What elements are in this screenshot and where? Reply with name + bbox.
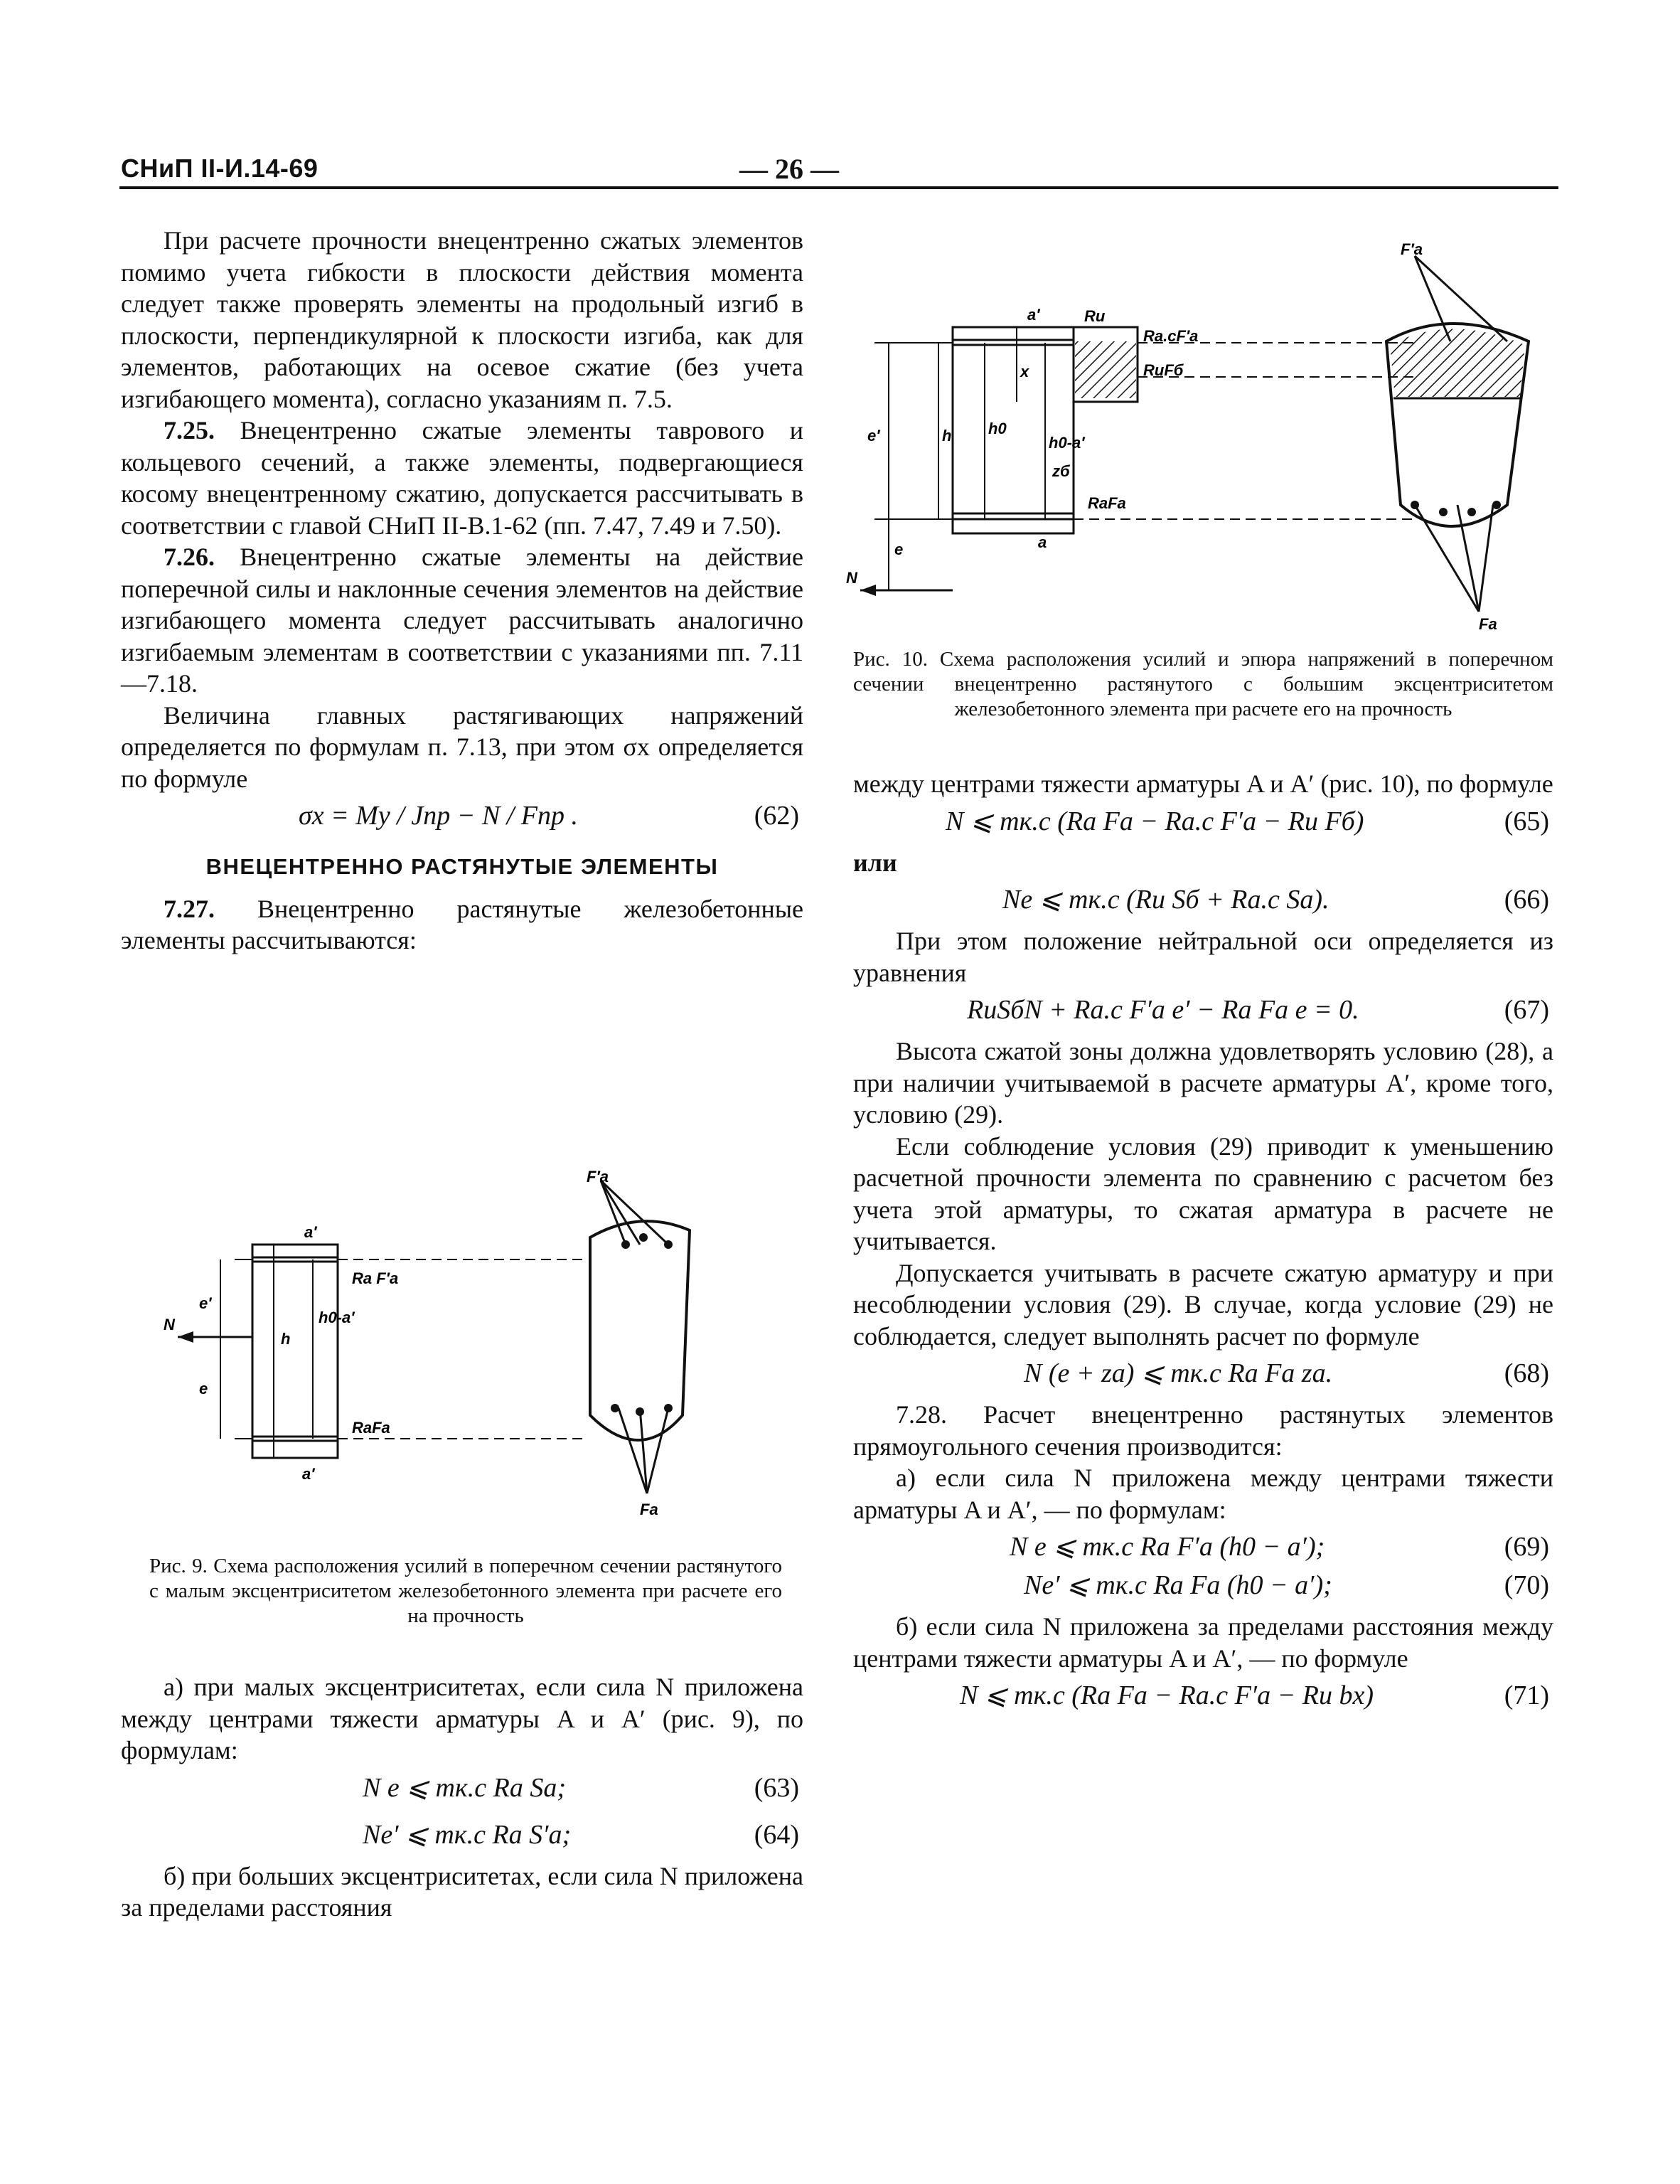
formula-65-body: N ⩽ mк.с (Rа Fа − Rа.с F′а − Rи Fб)	[946, 806, 1364, 836]
fig10-label-a-top: a′	[1027, 306, 1040, 324]
paragraph-compressed-zone: Высота сжатой зоны должна удовлетворять условию (28), а при наличии учитываемой в расчете арматуры A′, кроме того, условию (29).	[853, 1037, 1553, 1129]
fig9-label-ra-fa: RaFa	[352, 1419, 390, 1437]
paragraph-7-28: 7.28. Расчет внецентренно растянутых элементов прямоугольного сечения производится:	[853, 1400, 1553, 1461]
figure-9-diagram	[142, 1166, 796, 1536]
formula-62-body: σx = My / Jпр − N / Fпр .	[299, 801, 578, 831]
formula-66-body: Ne ⩽ mк.с (Rи Sб + Rа.с Sа).	[1002, 885, 1329, 915]
formula-70-number: (70)	[1504, 1570, 1549, 1600]
paragraph-allowed: Допускается учитывать в расчете сжатую арматуру и при несоблюдении условия (29). В случае, когда условие (29) не соблюдается, следует выполнять расчет по формуле	[853, 1258, 1553, 1351]
fig9-label-e: e	[199, 1380, 208, 1397]
paragraph-condition-29: Если соблюдение условия (29) приводит к уменьшению расчетной прочности элемента по сравнению с расчетом без учета этой арматуры, то сжатая арматура в расчете не учитывается.	[853, 1131, 1553, 1255]
formula-69-body: N e ⩽ mк.с Rа F′а (h0 − a′);	[1010, 1532, 1325, 1562]
beam-section	[953, 327, 1074, 533]
paragraph-7-27	[121, 893, 803, 957]
paragraph-neutral-axis: При этом положение нейтральной оси определяется из уравнения	[853, 927, 1553, 987]
formula-71-body: N ⩽ mк.с (Rа Fа − Rа.с F′а − Rи bx)	[960, 1680, 1374, 1710]
formula-66-number: (66)	[1504, 885, 1549, 915]
formula-63	[121, 1767, 803, 1813]
clause-text: Внецентренно растянутые железобетонные элементы рассчитываются:	[121, 894, 803, 954]
formula-67-number: (67)	[1504, 995, 1549, 1025]
paragraph-case-b: б) если сила N приложена за пределами расстояния между центрами тяжести арматуры A и A′, — по формуле	[853, 1612, 1553, 1673]
formula-70	[853, 1564, 1553, 1611]
fig10-label-ru: Rи	[1084, 307, 1106, 325]
word-or: или	[853, 848, 897, 877]
fig10-label-fa-bottom: Fa	[1479, 615, 1497, 633]
fig10-label-a: a	[1038, 533, 1047, 551]
formula-68-body: N (e + zа) ⩽ mк.с Rа Fа zа.	[1024, 1358, 1333, 1388]
fig10-label-n: N	[846, 569, 857, 587]
fig10-label-e: e	[894, 540, 904, 558]
paragraph-case-a: а) если сила N приложена между центрами тяжести арматуры A и A′, — по формулам:	[853, 1464, 1553, 1524]
fig10-label-zb: zб	[1052, 462, 1070, 480]
formula-67	[853, 989, 1553, 1035]
clause-number: 7.26.	[164, 543, 215, 571]
formula-69-number: (69)	[1504, 1532, 1549, 1562]
formula-64	[121, 1813, 803, 1860]
formula-67-body: RиSбN + Rа.с F′а e′ − Rа Fа e = 0.	[967, 995, 1359, 1025]
compressed-block-hatch	[1075, 341, 1136, 398]
fig9-label-h0a: h0-a′	[319, 1309, 355, 1326]
fig10-label-rufb: RиFб	[1143, 361, 1184, 379]
fig10-label-h0a: h0-a′	[1049, 434, 1085, 452]
figure-10-diagram	[846, 235, 1557, 633]
document-code: СНиП II-И.14-69	[121, 154, 319, 183]
fig9-label-a-top: a′	[304, 1223, 317, 1241]
formula-68	[853, 1352, 1553, 1399]
formula-62	[121, 794, 803, 841]
fig9-label-h: h	[281, 1330, 291, 1348]
paragraph-7-25	[121, 415, 803, 541]
fig9-label-n: N	[164, 1316, 175, 1333]
figure-9-caption: Рис. 9. Схема расположения усилий в поперечном сечении растянутого с малым эксцентриситетом железобетонного элемента при расчете его на прочность	[149, 1555, 782, 1627]
paragraph-7-26	[121, 541, 803, 700]
paragraph-large-eccentricity: б) при больших эксцентриситетах, если сила N приложена за пределами расстояния	[121, 1861, 803, 1922]
left-column-bottom	[121, 1671, 803, 1924]
fig9-label-e-prime: e′	[199, 1294, 212, 1312]
formula-64-number: (64)	[754, 1819, 799, 1850]
clause-number: 7.25.	[164, 416, 215, 444]
fig10-label-x: x	[1020, 363, 1029, 380]
formula-65	[853, 800, 1553, 847]
formula-69	[853, 1525, 1553, 1564]
left-column-top	[121, 225, 803, 957]
right-column	[853, 768, 1553, 1721]
cross-section-shape	[590, 1221, 690, 1440]
formula-66	[853, 878, 1553, 925]
formula-62-number: (62)	[754, 801, 799, 831]
beam-section	[252, 1245, 338, 1458]
section-heading: ВНЕЦЕНТРЕННО РАСТЯНУТЫЕ ЭЛЕМЕНТЫ	[205, 854, 719, 879]
paragraph-small-eccentricity: а) при малых эксцентриситетах, если сила N приложена между центрами тяжести арматуры A и A′ (рис. 9), по формулам:	[121, 1673, 803, 1764]
fig9-label-fa-bottom: Fa	[640, 1501, 658, 1518]
fig10-label-ra-fa: RaFa	[1088, 494, 1126, 512]
paragraph-gibkost: При расчете прочности внецентренно сжатых элементов помимо учета гибкости в плоскости действия момента следует также проверять элементы на продольный изгиб в плоскости, перпендикулярной к плоскости изгиба, как для элементов, работающих на осевое сжатие (без учета изгибающего момента), согласно указаниям п. 7.5.	[121, 226, 803, 413]
formula-63-number: (63)	[754, 1772, 799, 1803]
paragraph-main-stresses: Величина главных растягивающих напряжений определяется по формулам п. 7.13, при этом σx определяется по формуле	[121, 701, 803, 793]
clause-text: Внецентренно сжатые элементы таврового и кольцевого сечений, а также элементы, подвергающиеся косому внецентренному сжатию, допускается рассчитывать в соответствии с главой СНиП II-B.1-62 (пп. 7.47, 7.49 и 7.50).	[121, 416, 803, 540]
fig10-label-h: h	[942, 427, 952, 444]
paragraph-between-centers: между центрами тяжести арматуры A и A′ (рис. 10), по формуле	[853, 769, 1553, 798]
formula-64-body: Ne′ ⩽ mк.с Rа S′а;	[363, 1819, 572, 1850]
formula-68-number: (68)	[1504, 1358, 1549, 1388]
fig10-label-h0: h0	[988, 420, 1007, 437]
formula-65-number: (65)	[1504, 806, 1549, 836]
formula-70-body: Ne′ ⩽ mк.с Rа Fа (h0 − a′);	[1024, 1570, 1332, 1600]
clause-text: Внецентренно сжатые элементы на действие поперечной силы и наклонные сечения элементов на действие изгибающего момента следует рассчитывать аналогично изгибаемым элементам в соответствии с указаниями пп. 7.11—7.18.	[121, 543, 803, 698]
fig9-label-fa-top: F′a	[587, 1168, 609, 1186]
page-number: — 26 —	[739, 153, 839, 185]
formula-71-number: (71)	[1504, 1680, 1549, 1710]
header-rule	[119, 186, 1558, 189]
fig10-label-fa-top: F′a	[1401, 240, 1423, 258]
hatched-zone	[1390, 329, 1525, 398]
fig10-label-e-prime: e′	[867, 427, 880, 444]
fig9-label-a: a′	[302, 1465, 315, 1483]
formula-71	[853, 1674, 1553, 1721]
formula-63-body: N e ⩽ mк.с Rа Sа;	[363, 1772, 567, 1803]
figure-10-caption: Рис. 10. Схема расположения усилий и эпюра напряжений в поперечном сечении внецентренно растянутого с большим эксцентриситетом железобетонного элемента при расчете его на прочность	[853, 648, 1553, 720]
clause-number: 7.27.	[164, 894, 215, 923]
fig9-label-ra-fa-prime: Ra F′a	[352, 1269, 399, 1287]
fig10-label-racfa: Ra.cF′a	[1143, 327, 1199, 345]
